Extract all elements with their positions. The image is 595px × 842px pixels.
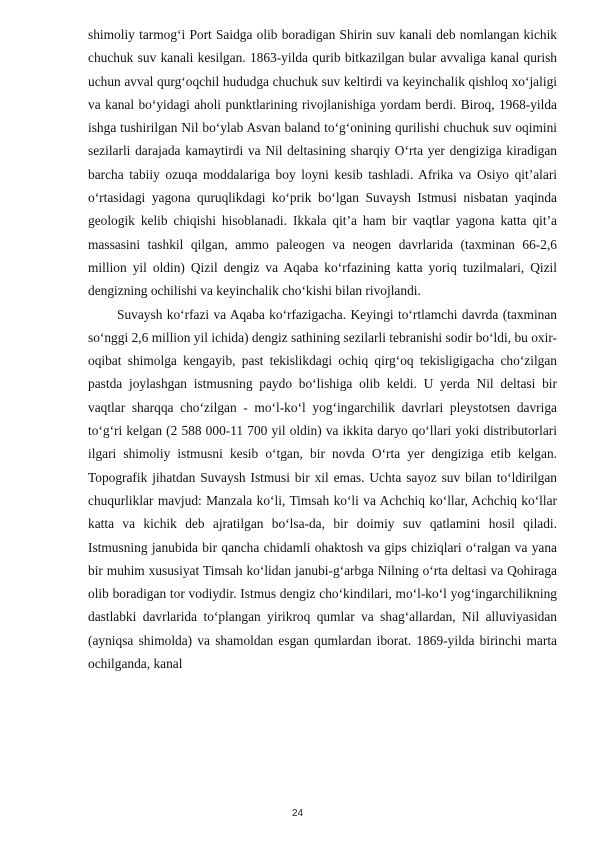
paragraph-1: shimoliy tarmog‘i Port Saidga olib boradigan Shirin suv kanali deb nomlangan kichik chuchuk suv kanali kesilgan. 1863-yilda qurib bitkazilgan bular avvaliga kanal qurish uchun avval qurg‘oqchil hududga chuchuk suv keltirdi va keyinchalik qishloq xo‘jaligi va kanal bo‘yidagi aholi punktlarining rivojlanishiga yordam berdi. Biroq, 1968-yilda ishga tushirilgan Nil bo‘ylab Asvan baland to‘g‘onining qurilishi chuchuk suv oqimini sezilarli darajada kamaytirdi va Nil deltasining sharqiy O‘rta yer dengiziga kiradigan barcha tabiiy ozuqa moddalariga boy loyni kesib tashladi. Afrika va Osiyo qit’alari o‘rtasidagi yagona quruqlikdagi ko‘prik bo‘lgan Suvaysh Istmusi nisbatan yaqinda geologik kelib chiqishi hisoblanadi. Ikkala qit’a ham bir vaqtlar yagona katta qit’a massasini tashkil qilgan, ammo paleogen va neogen davrlarida (taxminan 66-2,6 million yil oldin) Qizil dengiz va Aqaba ko‘rfazining katta yoriq tuzilmalari, Qizil dengizning ochilishi va keyinchalik cho‘kishi bilan rivojlandi.: [88, 27, 557, 299]
paragraph-2: Suvaysh ko‘rfazi va Aqaba ko‘rfazigacha. Keyingi to‘rtlamchi davrda (taxminan so‘nggi 2,6 million yil ichida) dengiz sathining sezilarli tebranishi sodir bo‘ldi, bu oxir-oqibat shimolga kengayib, past tekislikdagi ochiq qirg‘oq tekisligigacha cho‘zilgan pastda joylashgan istmusning paydo bo‘lishiga olib keldi. U yerda Nil deltasi bir vaqtlar sharqqa cho‘zilgan - mo‘l-ko‘l yog‘ingarchilik davrlari pleystotsen davriga to‘g‘ri kelgan (2 588 000-11 700 yil oldin) va ikkita daryo qo‘llari yoki distributorlari ilgari shimoliy istmusni kesib o‘tgan, bir novda O‘rta yer dengiziga etib kelgan. Topografik jihatdan Suvaysh Istmusi bir xil emas. Uchta sayoz suv bilan to‘ldirilgan chuqurliklar mavjud: Manzala ko‘li, Timsah ko‘li va Achchiq ko‘llar, Achchiq ko‘llar katta va kichik deb ajratilgan bo‘lsa-da, bir doimiy suv qatlamini hosil qiladi. Istmusning janubida bir qancha chidamli ohaktosh va gips chiziqlari o‘ralgan va yana bir muhim xususiyat Timsah ko‘lidan janubi-g‘arbga Nilning o‘rta deltasi va Qohiraga olib boradigan tor vodiydir. Istmus dengiz cho‘kindilari, mo‘l-ko‘l yog‘ingarchilikning dastlabki davrlarida to‘plangan yirikroq qumlar va shag‘allardan, Nil alluviyasidan (ayniqsa shimolda) va shamoldan esgan qumlardan iborat. 1869-yilda birinchi marta ochilganda, kanal: [88, 306, 557, 672]
body-text: [88, 23, 557, 675]
page-number: 24: [291, 808, 304, 819]
